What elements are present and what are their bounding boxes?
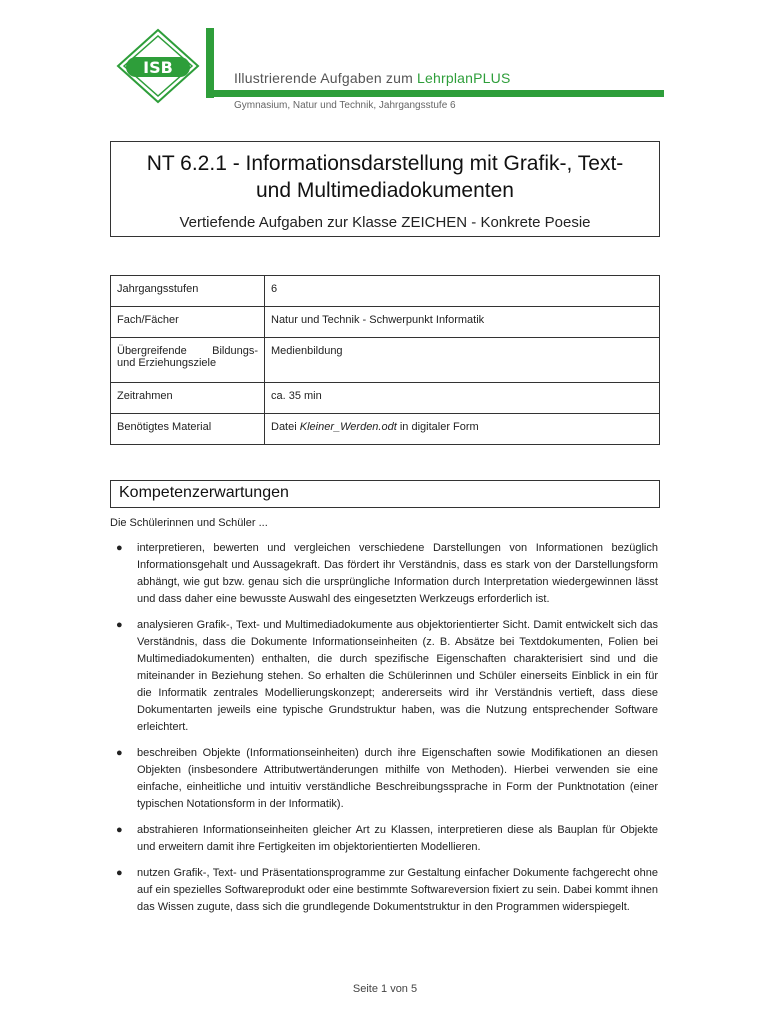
meta-key: Benötigtes Material — [111, 414, 265, 445]
table-row — [111, 383, 660, 414]
bullet-icon: ● — [116, 747, 123, 759]
bullet-icon: ● — [116, 824, 123, 836]
page-number: Seite 1 von 5 — [352, 983, 418, 995]
title-box — [110, 141, 660, 237]
meta-value: 6 — [265, 276, 660, 307]
meta-key: Jahrgangsstufen — [111, 276, 265, 307]
meta-key: Zeitrahmen — [111, 383, 265, 414]
header-accent-bar-vertical — [206, 28, 214, 98]
meta-table — [110, 275, 660, 445]
section-intro: Die Schülerinnen und Schüler ... — [110, 517, 268, 529]
meta-value: Datei Kleiner_Werden.odt in digitaler Form — [265, 414, 660, 445]
logo-text: ISB — [143, 58, 173, 77]
list-item: ● analysieren Grafik-, Text- und Multimediadokumente aus objektorientierter Sicht. Damit entwickelt sich das Verständnis, dass die Dokumente Informationseinheiten (z. B. Absätze bei Textdokumenten, Folien bei Multimediadokumenten) enthalten, die durch spezifische Eigenschaften charakterisiert sind und die miteinander in Beziehung stehen. So erhalten die Schülerinnen und Schüler einerseits Einblick in ein für die Informatik zentrales Modellierungskonzept; andererseits wird ihr Verständnis vertieft, dass diese Dokumentarten jeweils eine typische Grundstruktur haben, was die Nutzung entsprechender Software erleichtert. — [116, 619, 658, 733]
header-subtitle: Gymnasium, Natur und Technik, Jahrgangsstufe 6 — [234, 100, 456, 111]
header-title: Illustrierende Aufgaben zum LehrplanPLUS — [234, 70, 511, 86]
competency-list — [110, 540, 658, 925]
section-heading: Kompetenzerwartungen — [110, 480, 660, 508]
table-row — [111, 276, 660, 307]
table-row — [111, 307, 660, 338]
isb-logo — [112, 26, 204, 108]
header-accent-bar-horizontal — [206, 90, 664, 97]
list-item: ● nutzen Grafik-, Text- und Präsentationsprogramme zur Gestaltung einfacher Dokumente fachgerecht ohne auf ein spezielles Softwareprodukt oder eine bestimmte Softwareversion fixiert zu sein. Dabei kommt ihnen das Wissen zugute, dass sich die grundlegende Dokumentstruktur in den Programmen widerspiegelt. — [116, 867, 658, 913]
meta-value: ca. 35 min — [265, 383, 660, 414]
table-row — [111, 414, 660, 445]
meta-key: Übergreifende Bildungs- und Erziehungsziele — [111, 338, 265, 383]
page-subtitle: Vertiefende Aufgaben zur Klasse ZEICHEN - Konkrete Poesie — [179, 214, 591, 231]
list-item: ● interpretieren, bewerten und vergleichen verschiedene Darstellungen von Informationen bezüglich Informationsgehalt und Aussagekraft. Das fördert ihr Verständnis, dass es stark von der Darstellungsform abhängt, wie gut bzw. genau sich die ursprüngliche Information durch Interpretation wiedergewinnen lässt und dass daher eine bewusste Auswahl des eingesetzten Werkzeugs erforderlich ist. — [116, 542, 658, 605]
meta-value: Natur und Technik - Schwerpunkt Informatik — [265, 307, 660, 338]
bullet-icon: ● — [116, 542, 123, 554]
list-item: ● abstrahieren Informationseinheiten gleicher Art zu Klassen, interpretieren diese als Bauplan für Objekte und erweitern damit ihre Fertigkeiten im objektorientierten Modellieren. — [116, 824, 658, 853]
meta-value: Medienbildung — [265, 338, 660, 383]
meta-key: Fach/Fächer — [111, 307, 265, 338]
bullet-icon: ● — [116, 867, 123, 879]
list-item: ● beschreiben Objekte (Informationseinheiten) durch ihre Eigenschaften sowie Modifikationen an diesen Objekten (insbesondere Attributwertänderungen mithilfe von Methoden). Hierbei verwenden sie eine einfache, einheitliche und intuitiv verständliche Beschreibungssprache in Form der Punktnotation (einer typischen Notationsform in der Informatik). — [116, 747, 658, 810]
bullet-icon: ● — [116, 619, 123, 631]
page-title: NT 6.2.1 - Informationsdarstellung mit Grafik-, Text- und Multimediadokumenten — [146, 152, 624, 202]
table-row — [111, 338, 660, 383]
